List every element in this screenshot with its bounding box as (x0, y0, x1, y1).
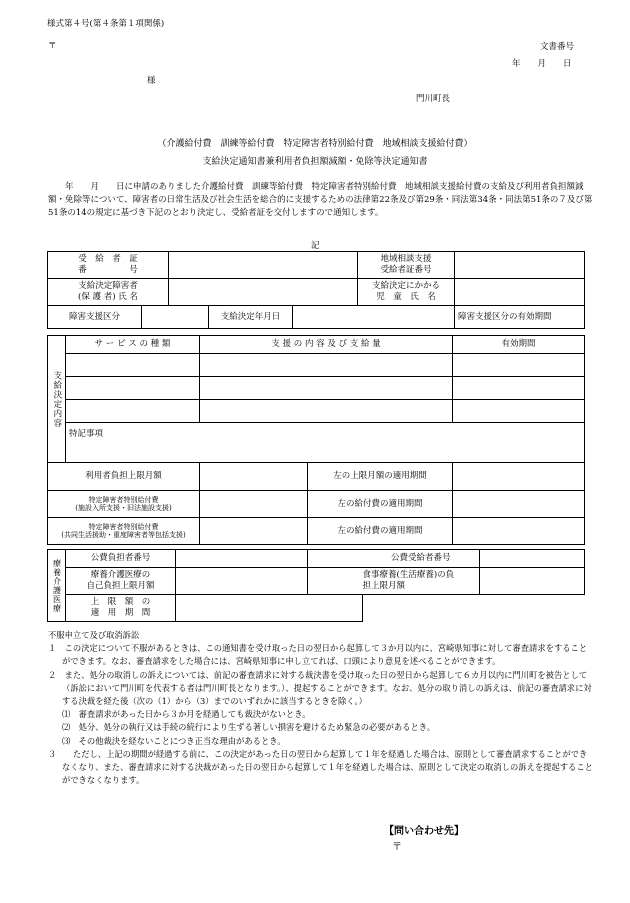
empty-area (363, 595, 585, 622)
special-benefit-a-label: 特定障害者特別給付費 (施設入所支援・旧法施設支援) (48, 491, 200, 518)
payer-number-value (176, 550, 308, 568)
service-row-cell (200, 377, 453, 400)
notes-heading: 不服申立て及び取消訴訟 (48, 630, 140, 640)
note-2-item-3: ⑶ その他裁決を経ないことにつき正当な理由があるとき。 (62, 735, 286, 746)
service-row-cell (66, 377, 200, 400)
body-paragraph: 年 月 日に申請のありました介護給付費 訓練等給付費 特定障害者特別給付費 地域相談支援給付費の支給及び利用者負担額減額・免除等について、障害者の日常生活及び社会生活を総合的に支援するための法律第22条及び第29条・同法第34条・同法第51条の７及び第51条の14の規定に基づき下記のとおり決定し、受給者証を交付しますので通知します。 (48, 182, 593, 218)
service-type-header: サ ー ビ ス の 種 類 (66, 336, 200, 354)
issuer-name: 門川町長 (416, 94, 451, 104)
receiver-number-label: 公費受給者番号 (363, 550, 480, 568)
special-benefit-a-period-label: 左の給付費の適用期間 (308, 491, 453, 518)
service-row-cell (66, 354, 200, 377)
limit-amount-value (200, 463, 308, 491)
limit-period-value (176, 595, 363, 622)
limit-period-value (453, 463, 585, 491)
remarks-label: 特記事項 (69, 429, 104, 439)
note-2-item-1: ⑴ 審査請求があった日から３か月を経過しても裁決がないとき。 (62, 709, 311, 720)
contact-postal-mark: 〒 (392, 842, 402, 853)
meal-limit-spacer (308, 568, 363, 595)
title-line-1: （介護給付費 訓練等給付費 特定障害者特別給付費 地域相談支援給付費） (157, 139, 473, 149)
date-label: 年 月 日 (512, 59, 572, 69)
service-row-cell (453, 400, 585, 423)
special-benefit-a-value (200, 491, 308, 518)
meal-limit-label: 食事療養(生活療養)の負 担上限月額 (363, 568, 480, 595)
child-name-label: 支給決定にかかる 児 童 氏 名 (358, 279, 455, 306)
service-row-cell (66, 400, 200, 423)
limit-period-label: 左の上限月額の適用期間 (308, 463, 453, 491)
support-content-header: 支 援 の 内 容 及 び 支 給 量 (200, 336, 453, 354)
note-2: ２ また、処分の取消しの訴えについては、前記の審査請求に対する裁決書を受け取った日の翌日から起算して６カ月以内に門川町を被告として（訴訟において門川町を代表する者は門川町長となります。）、提起することができます。なお、処分の取り消しの訴えは、前記の審査請求に対する決裁を経た後（次の（1）から（3）までのいずれかに該当するときを除く。） (48, 669, 592, 707)
meal-limit-value (480, 568, 585, 595)
service-row-cell (200, 354, 453, 377)
title-line-2: 支給決定通知書兼利用者負担額減額・免除等決定通知書 (202, 157, 428, 167)
support-category-value (142, 306, 209, 329)
receiver-number-spacer (308, 550, 363, 568)
postal-mark: 〒 (48, 41, 57, 51)
addressee-suffix: 様 (147, 76, 156, 86)
appeal-notes (48, 629, 594, 787)
special-benefit-b-label: 特定障害者特別給付費 (共同生活援助・重度障害者等包括支援) (48, 518, 200, 545)
decision-name-label: 支給決定障害者 (保 護 者) 氏 名 (48, 279, 169, 306)
document-number-label: 文書番号 (540, 42, 575, 52)
regional-number-label: 地域相談支援 受給者証番号 (358, 252, 455, 279)
category-validity-label: 障害支援区分の有効期間 (455, 306, 585, 329)
medical-care-table (47, 549, 585, 622)
limit-amount-label: 利用者負担上限月額 (48, 463, 200, 491)
note-2-item-2: ⑵ 処分、処分の執行又は手続の続行により生ずる著しい損害を避けるため緊急の必要があるとき。 (62, 722, 436, 733)
special-benefit-b-period-label: 左の給付費の適用期間 (308, 518, 453, 545)
decision-name-value (169, 279, 358, 306)
service-row-cell (200, 400, 453, 423)
recipient-info-table (47, 251, 585, 329)
note-3: ３ ただし、上記の期間が経過する前に、この決定があった日の翌日から起算して１年を経過した場合は、原則として審査請求することができなくなり、また、審査請求に対する決裁があった日の翌日から起算して１年を経過した場合は、原則として決定の取消しの訴えを提起することができなくなります。 (48, 748, 593, 786)
medical-care-side-label: 療養介護医療 (48, 550, 66, 622)
validity-header: 有効期間 (453, 336, 585, 354)
note-1: １ この決定について不服があるときは、この通知書を受け取った日の翌日から起算して３か月以内に、宮崎県知事に対して審査請求をすることができます。なお、審査請求をした場合には、宮崎県知事に申し立てれば、口頭により意見を述べることができます。 (48, 643, 588, 667)
special-benefit-b-value (200, 518, 308, 545)
special-benefit-b-period-value (453, 518, 585, 545)
decision-content-side-label: 支給決定内容 (48, 336, 66, 463)
form-number: 様式第４号(第４条第１項関係) (47, 19, 165, 29)
service-row-cell (453, 354, 585, 377)
decision-date-value (293, 306, 455, 329)
support-category-label: 障害支援区分 (48, 306, 142, 329)
decision-date-label: 支給決定年月日 (209, 306, 293, 329)
recipient-number-value (169, 252, 358, 279)
service-row-cell (453, 377, 585, 400)
self-pay-limit-value (176, 568, 308, 595)
decision-content-table (47, 335, 585, 545)
regional-number-value (455, 252, 585, 279)
self-pay-limit-label: 療養介護医療の 自己負担上限月額 (66, 568, 176, 595)
child-name-value (455, 279, 585, 306)
payer-number-label: 公費負担者番号 (66, 550, 176, 568)
remarks-cell (66, 423, 585, 463)
ki-label: 記 (311, 241, 320, 251)
limit-period-label: 上 限 額 の 適 用 期 間 (66, 595, 176, 622)
special-benefit-a-period-value (453, 491, 585, 518)
contact-label: 【問い合わせ先】 (384, 826, 464, 837)
recipient-number-label: 受 給 者 証 番 号 (48, 252, 169, 279)
receiver-number-value (480, 550, 585, 568)
